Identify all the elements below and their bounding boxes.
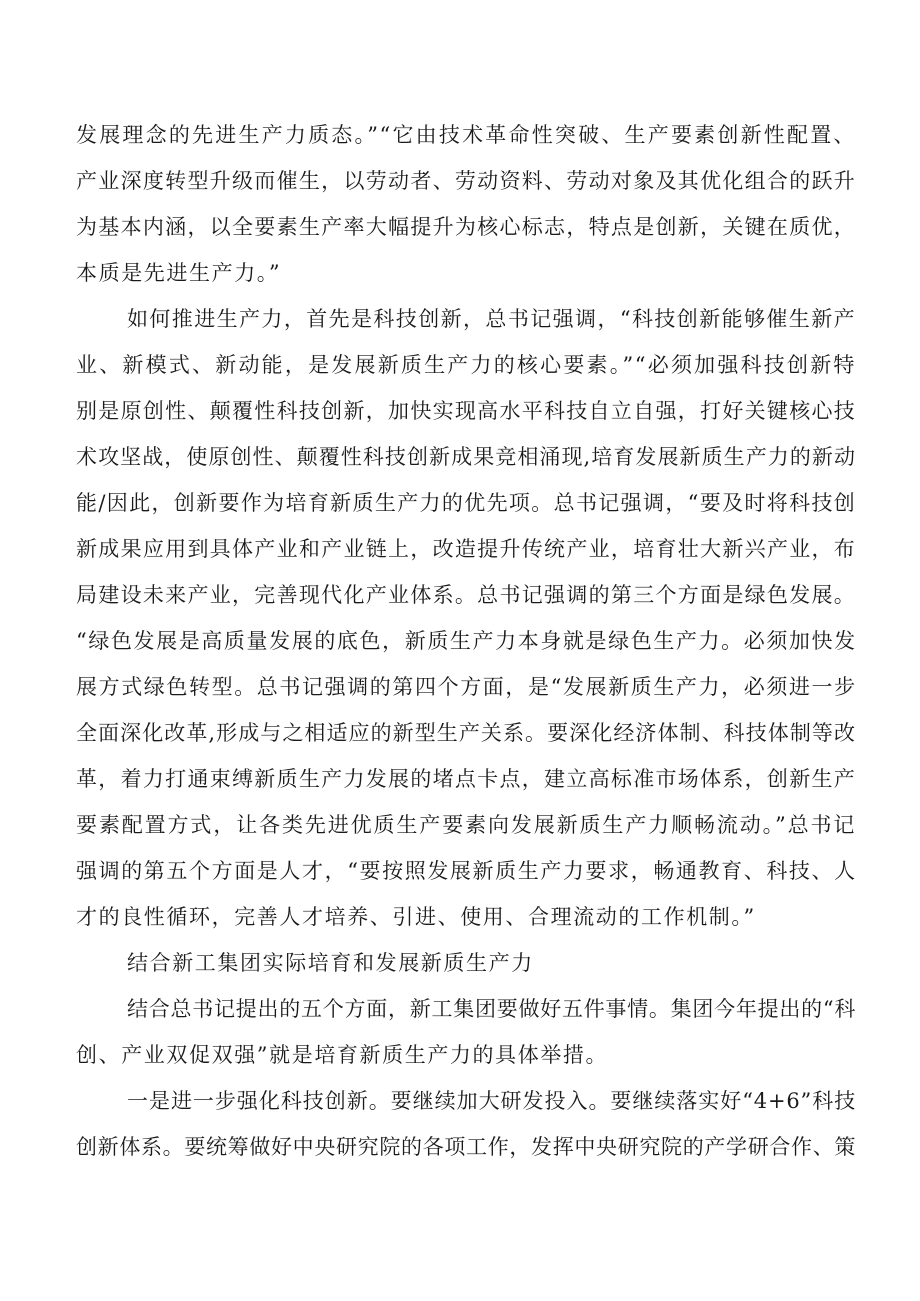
paragraph-line: 能/因此，创新要作为培育新质生产力的优先项。总书记强调，“要及时将科技创 [76, 491, 856, 515]
paragraph-line: 别是原创性、颠覆性科技创新，加快实现高水平科技自立自强，打好关键核心技 [76, 399, 856, 423]
paragraph-line: 如何推进生产力，首先是科技创新，总书记强调，“科技创新能够催生新产 [127, 307, 856, 331]
paragraph-line: 发展理念的先进生产力质态。”“它由技术革命性突破、生产要素创新性配置、 [76, 123, 856, 147]
paragraph-line: 业、新模式、新动能，是发展新质生产力的核心要素。”“必须加强科技创新特 [76, 353, 856, 377]
paragraph-line: 创、产业双促双强”就是培育新质生产力的具体举措。 [76, 1043, 609, 1067]
paragraph-line: 结合总书记提出的五个方面，新工集团要做好五件事情。集团今年提出的“科 [127, 997, 856, 1021]
paragraph-line: 术攻坚战，使原创性、颠覆性科技创新成果竞相涌现,培育发展新质生产力的新动 [76, 445, 856, 469]
paragraph-line: “绿色发展是高质量发展的底色，新质生产力本身就是绿色生产力。必须加快发 [76, 629, 857, 653]
paragraph-line: 要素配置方式，让各类先进优质生产要素向发展新质生产力顺畅流动。”总书记 [76, 813, 856, 837]
paragraph-line: 为基本内涵，以全要素生产率大幅提升为核心标志，特点是创新，关键在质优， [76, 215, 856, 239]
paragraph-line: 局建设未来产业，完善现代化产业体系。总书记强调的第三个方面是绿色发展。 [76, 583, 856, 607]
paragraph-line: 全面深化改革,形成与之相适应的新型生产关系。要深化经济体制、科技体制等改 [76, 721, 856, 745]
section-heading: 结合新工集团实际培育和发展新质生产力 [127, 951, 534, 975]
paragraph-line: 展方式绿色转型。总书记强调的第四个方面，是“发展新质生产力，必须进一步 [76, 675, 857, 699]
paragraph-line: 强调的第五个方面是人才，“要按照发展新质生产力要求，畅通教育、科技、人 [76, 859, 857, 883]
paragraph-line: 才的良性循环，完善人才培养、引进、使用、合理流动的工作机制。” [76, 905, 756, 929]
paragraph-line: 革，着力打通束缚新质生产力发展的堵点卡点，建立高标准市场体系，创新生产 [76, 767, 856, 791]
paragraph-line: 本质是先进生产力。” [76, 261, 282, 285]
paragraph-line: 一是进一步强化科技创新。要继续加大研发投入。要继续落实好“4+6”科技 [127, 1089, 856, 1113]
paragraph-line: 新成果应用到具体产业和产业链上，改造提升传统产业，培育壮大新兴产业，布 [76, 537, 856, 561]
paragraph-line: 产业深度转型升级而催生，以劳动者、劳动资料、劳动对象及其优化组合的跃升 [76, 169, 856, 193]
paragraph-line: 创新体系。要统筹做好中央研究院的各项工作，发挥中央研究院的产学研合作、策 [76, 1135, 856, 1159]
